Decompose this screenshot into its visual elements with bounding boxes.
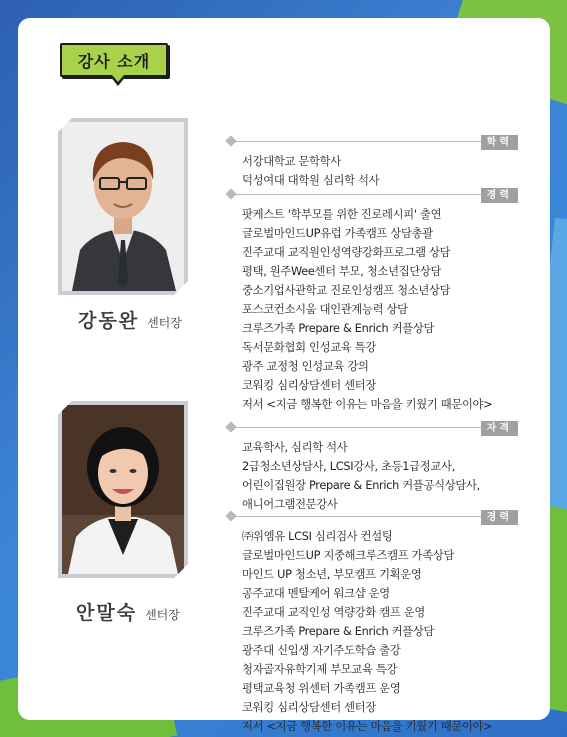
list-item: 서강대학교 문학학사 bbox=[242, 155, 341, 168]
list-item: 중소기업사관학교 진로인성캠프 청소년상담 bbox=[242, 284, 451, 297]
list-item: 광주 교정청 인성교육 강의 bbox=[242, 360, 369, 373]
list-item: 저서 <지금 행복한 이유는 마음을 키웠기 때문이야> bbox=[242, 398, 493, 411]
list-item: 저서 <지금 행복한 이유는 마음을 키웠기 때문이야> bbox=[242, 720, 493, 733]
section-tag: 학력 bbox=[481, 135, 518, 150]
instructor-photo bbox=[58, 118, 188, 295]
list-item: 마인드 UP 청소년, 부모캠프 기획운영 bbox=[242, 568, 422, 581]
certification-section bbox=[231, 421, 518, 511]
list-item: 크루즈가족 Prepare & Enrich 커플상담 bbox=[242, 625, 435, 638]
section-tag: 경력 bbox=[481, 188, 518, 203]
list-item: 평택교육청 위센터 가족캠프 운영 bbox=[242, 682, 401, 695]
list-item: 공주교대 멘탈케어 워크샵 운영 bbox=[242, 587, 390, 600]
list-item: 코워킹 심리상담센터 센터장 bbox=[242, 701, 376, 714]
list-item: 글로벌마인드UP 지중해크루즈캠프 가족상담 bbox=[242, 549, 455, 562]
list-item: 어린이집원장 Prepare & Enrich 커플공식상담사, bbox=[242, 479, 480, 492]
divider bbox=[231, 141, 518, 142]
instructor-name: 강동완 bbox=[78, 310, 140, 332]
list-item: 평택, 원주Wee센터 부모, 청소년집단상담 bbox=[242, 265, 442, 278]
list-item: 애니어그램전문강사 bbox=[242, 498, 338, 511]
list-item: 글로벌마인드UP유럽 가족캠프 상담총괄 bbox=[242, 227, 433, 240]
list-item: 덕성여대 대학원 심리학 석사 bbox=[242, 174, 380, 187]
list-item: 진주교대 교직원인성역량강화프로그램 상담 bbox=[242, 246, 451, 259]
education-section bbox=[231, 135, 518, 185]
list-item: 독서문화협회 인성교육 특강 bbox=[242, 341, 376, 354]
list-item: 포스코컨소시움 대인관계능력 상담 bbox=[242, 303, 408, 316]
portrait-man-image bbox=[62, 122, 184, 291]
section-tag: 자격 bbox=[481, 421, 518, 436]
instructor-name-block bbox=[78, 306, 182, 333]
list-item: 청자골자유학기제 부모교육 특강 bbox=[242, 663, 398, 676]
list-item: ㈜위엠유 LCSI 심리검사 컨설팅 bbox=[242, 530, 393, 543]
instructor-name: 안말숙 bbox=[76, 602, 138, 624]
section-title-badge bbox=[60, 43, 168, 77]
divider bbox=[231, 516, 518, 517]
diamond-bullet-icon bbox=[225, 135, 236, 146]
list-item: 진주교대 교직인성 역량강화 캠프 운영 bbox=[242, 606, 425, 619]
list-item: 2급청소년상담사, LCSI강사, 초등1급정교사, bbox=[242, 460, 455, 473]
instructor-role: 센터장 bbox=[147, 316, 182, 330]
instructor-role: 센터장 bbox=[145, 608, 180, 622]
career-section bbox=[231, 510, 518, 733]
divider bbox=[231, 194, 518, 195]
list-item: 코워킹 심리상담센터 센터장 bbox=[242, 379, 376, 392]
instructor-name-block bbox=[76, 598, 180, 625]
content-card bbox=[18, 18, 550, 733]
divider bbox=[231, 427, 518, 428]
diamond-bullet-icon bbox=[225, 421, 236, 432]
list-item: 팟케스트 '학부모를 위한 진로레시피' 출연 bbox=[242, 208, 442, 221]
list-item: 광주대 신입생 자기주도학습 출강 bbox=[242, 644, 401, 657]
diamond-bullet-icon bbox=[225, 510, 236, 521]
page-title: 강사 소개 bbox=[77, 51, 151, 71]
portrait-woman-image bbox=[62, 405, 184, 574]
diamond-bullet-icon bbox=[225, 188, 236, 199]
career-section bbox=[231, 188, 518, 411]
list-item: 교육학사, 심리학 석사 bbox=[242, 441, 348, 454]
section-tag: 경력 bbox=[481, 510, 518, 525]
list-item: 크루즈가족 Prepare & Enrich 커플상담 bbox=[242, 322, 435, 335]
instructor-photo bbox=[58, 401, 188, 578]
